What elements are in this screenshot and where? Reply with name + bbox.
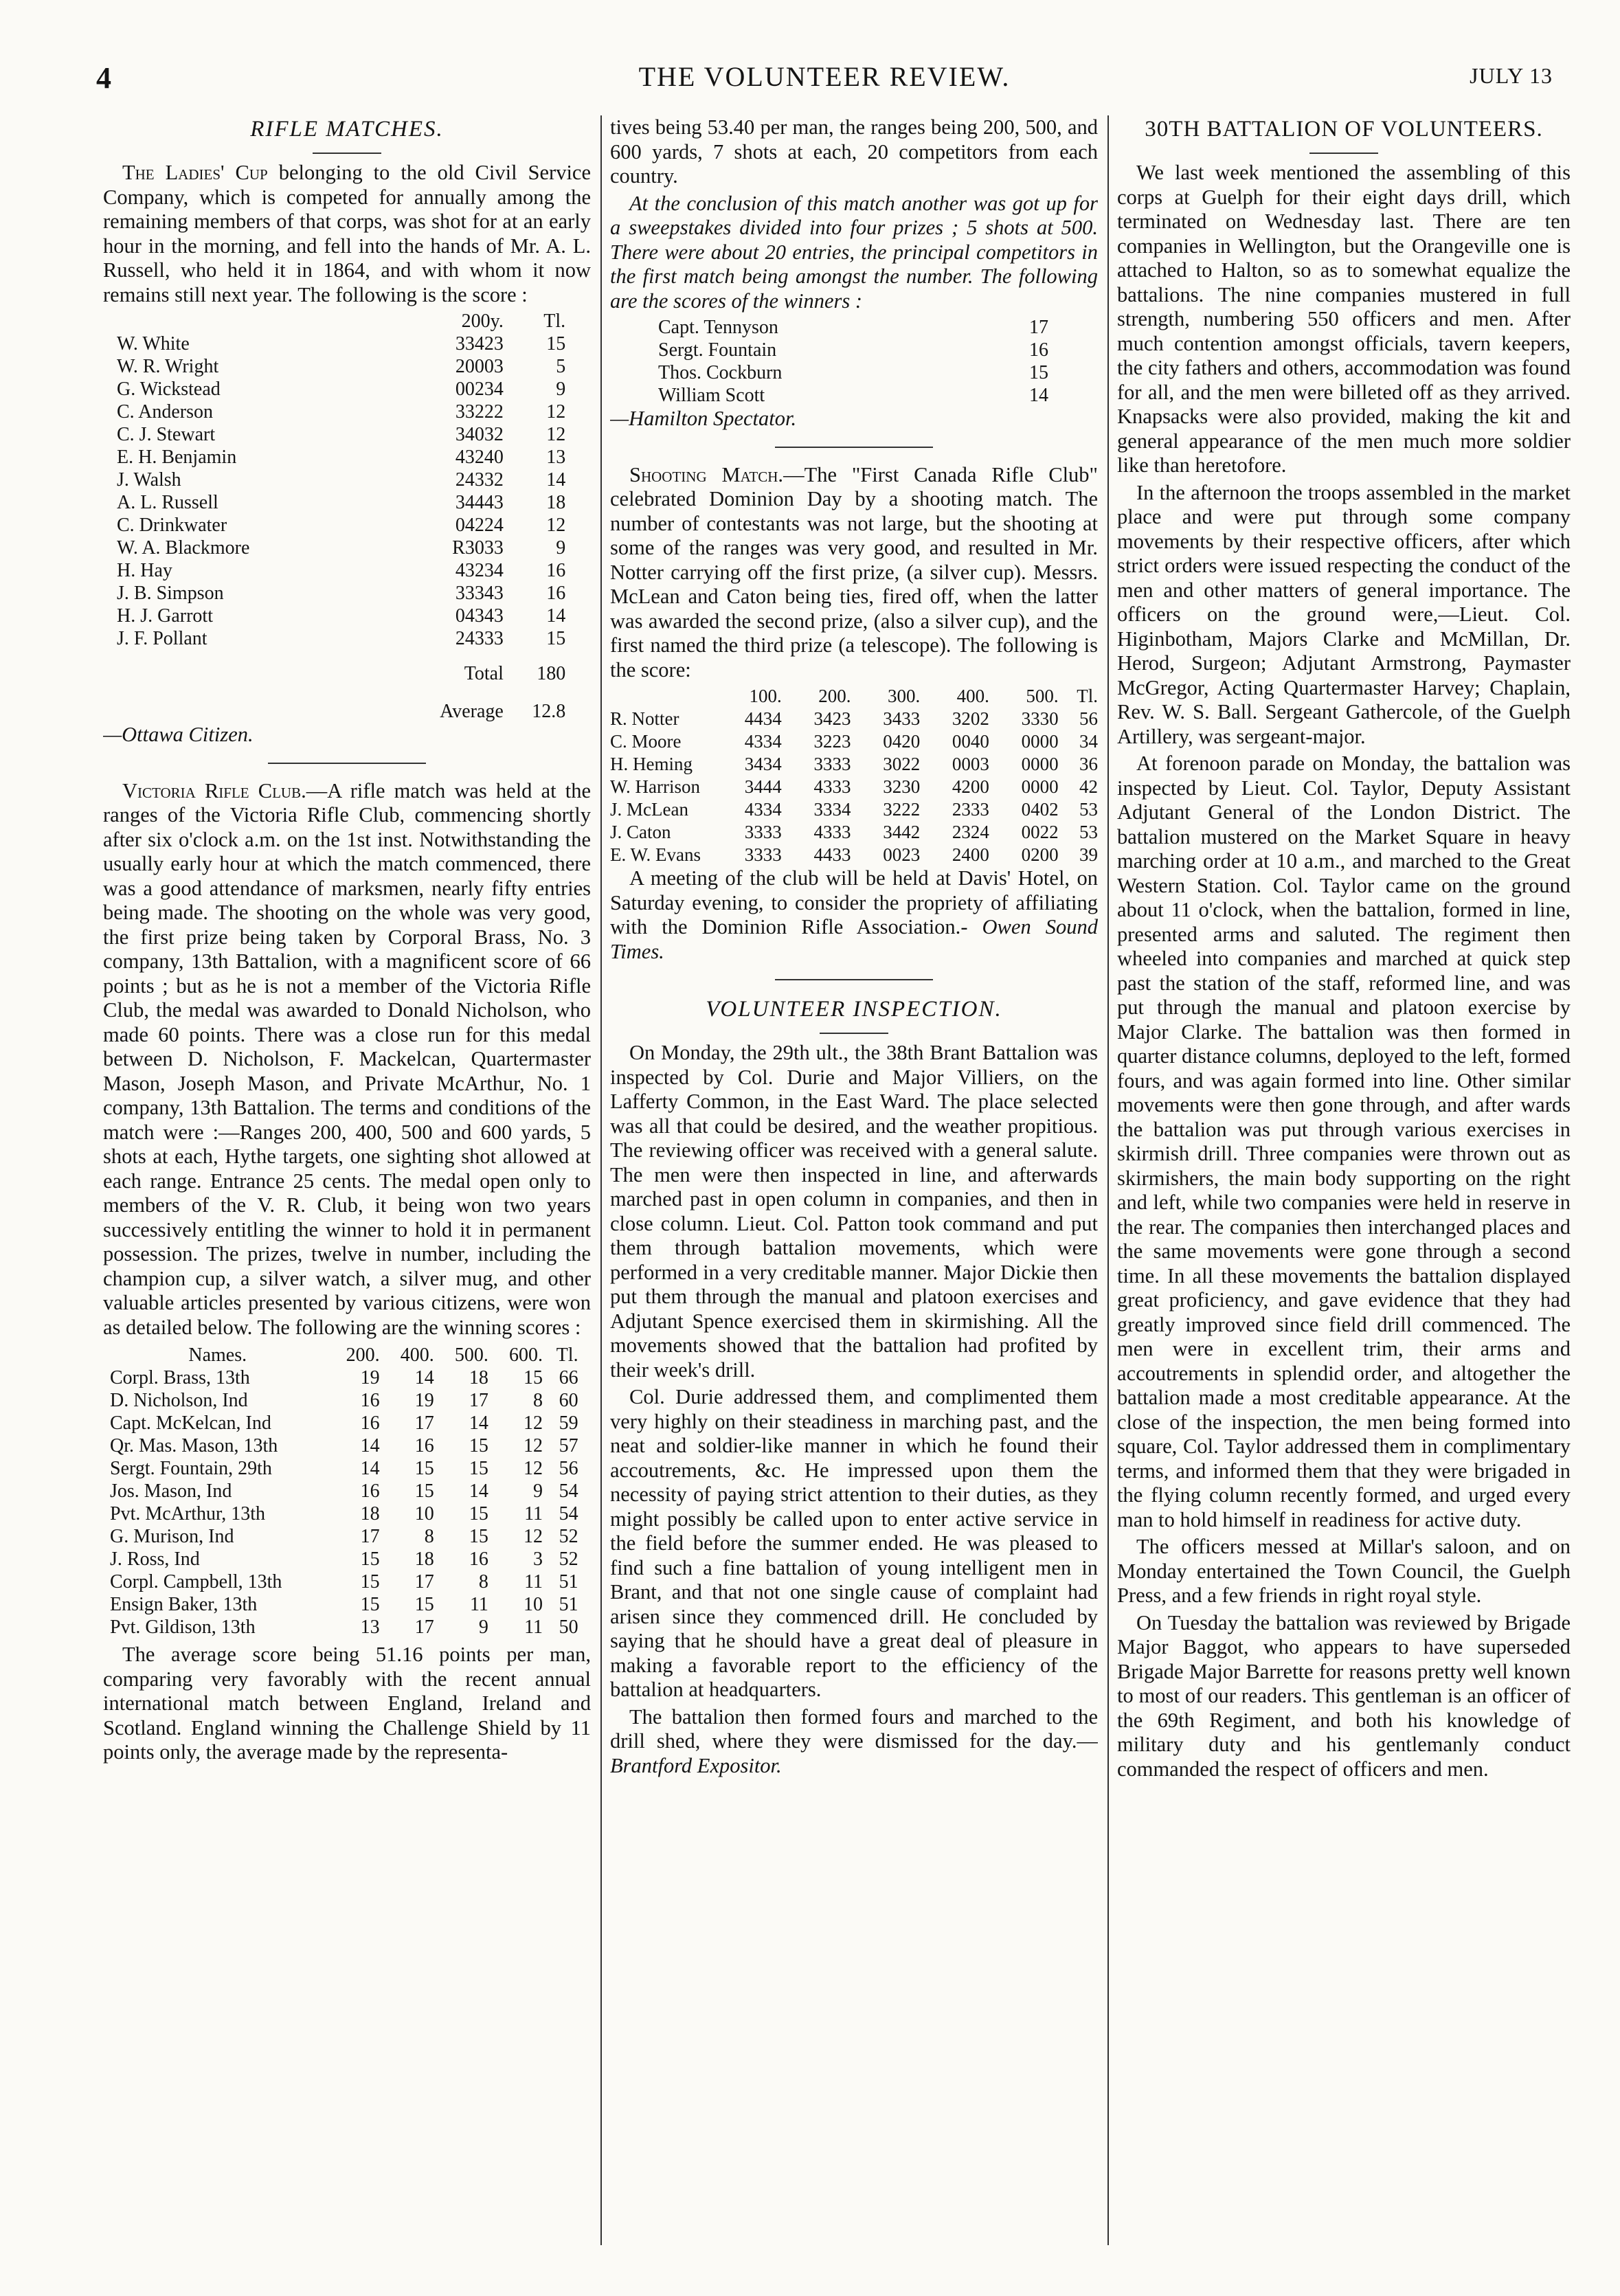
- winner-name: Sergt. Fountain: [658, 339, 777, 361]
- score-total: 9: [556, 537, 566, 559]
- score-cell: 11: [524, 1571, 543, 1592]
- score-name: J. B. Simpson: [117, 583, 224, 604]
- battalion-paragraph-3: At forenoon parade on Monday, the battalion was inspected by Lieut. Col. Taylor, Deputy Assistant Adjutant General of the London District. The battalion mustered on the Market Square in heavy marching order at 10 a.m., and marched to the Great Western Station. Col. Taylor came on the ground about 11 o'clock, when the battalion, formed in line, presented arms and saluted. The regiment then wheeled into companies and marched at quick step past the station of the staff, reformed line, and was put through the manual and platoon exercise by Major Clarke. The battalion was then formed in quarter distance columns, deployed to the left, formed fours, and was again formed into line. Other similar movements were then gone through, and after wards the battalion was put through various exercises in skirmish drill. Three companies were thrown out as skirmishers, the main body supporting on the right and left, while two companies were held in reserve in the rear. The companies then interchanged places and the same movements were gone through a second time. In all these movements the battalion displayed great proficiency, and gave evidence that they had greatly improved since field drill commenced. The men were in excellent trim, their arms and accoutrements in splendid order, and altogether the battalion made a most creditable appearance. At the close of the inspection, the men being formed into square, Col. Taylor addressed them in complimentary terms, and informed them that they were brigaded in the flying column recently formed, and urged every man to hold himself in readiness for active duty.: [1117, 752, 1571, 1531]
- score-cell: 3333: [744, 822, 782, 842]
- score-cell: 15: [360, 1571, 380, 1592]
- score-name: G. Wickstead: [117, 379, 221, 400]
- score-total: 12: [546, 401, 566, 423]
- source-credit: Brantford Expositor.: [610, 1753, 782, 1777]
- meeting-text: A meeting of the club will be held at Davis' Hotel, on Saturday evening, to consider the propriety of affiliating with the Dominion Rifle Association.: [610, 866, 1098, 938]
- score-cell: 8: [424, 1526, 434, 1547]
- name-cell: R. Notter: [610, 708, 679, 729]
- total-cell: 39: [1079, 844, 1098, 865]
- source-credit: —Hamilton Spectator.: [610, 407, 797, 430]
- score-shots: 04224: [455, 515, 504, 536]
- shooting-match-lead: Shooting Match.: [629, 462, 784, 486]
- table-row: [117, 401, 565, 423]
- score-name: W. A. Blackmore: [117, 537, 250, 559]
- table-row: [610, 708, 1098, 730]
- header-cell: 300.: [887, 686, 921, 706]
- name-cell: J. McLean: [610, 799, 688, 820]
- score-total: 18: [546, 492, 566, 513]
- score-cell: 11: [524, 1503, 543, 1524]
- total-cell: 36: [1079, 754, 1098, 774]
- table-row: [110, 1548, 578, 1571]
- score-cell: 15: [469, 1503, 488, 1524]
- score-shots: 33343: [455, 583, 504, 604]
- score-cell: 14: [469, 1481, 488, 1502]
- score-cell: 2400: [952, 844, 989, 865]
- score-cell: 17: [414, 1571, 434, 1592]
- name-cell: Pvt. McArthur, 13th: [110, 1503, 265, 1524]
- inspection-text: The battalion then formed fours and marched to the drill shed, where they were dismissed for the day.—: [610, 1704, 1098, 1753]
- winner-score: 14: [1029, 385, 1048, 406]
- inspection-paragraph-2: Col. Durie addressed them, and complimented them very highly on their steadiness in marching past, and the neat and soldier-like manner in which he found their accoutrements, &c. He impressed upon them the necessity of paying strict attention to their duties, as they might possibly be called upon to enter active service in the field before the summer ended. He was pleased to find such a fine battalion of young intelligent men in Brant, and that not one single cause of complaint had arisen since they commenced drill. He concluded by saying that he should have a great deal of pleasure in making a favorable report to the efficiency of the battalion at headquarters.: [610, 1385, 1098, 1701]
- winner-score: 17: [1029, 317, 1048, 338]
- score-cell: 8: [478, 1571, 488, 1592]
- table-row: [117, 582, 565, 605]
- total-cell: 53: [1079, 799, 1098, 820]
- victoria-club-paragraph: [103, 779, 591, 1340]
- name-cell: G. Murison, Ind: [110, 1526, 234, 1547]
- table-row: [110, 1412, 578, 1434]
- score-cell: 15: [469, 1435, 488, 1456]
- score-shots: 43240: [455, 447, 504, 468]
- header-cell: 500.: [454, 1344, 488, 1366]
- total-row: [117, 650, 565, 685]
- score-cell: 10: [524, 1594, 543, 1615]
- score-shots: 34443: [455, 492, 504, 513]
- total-cell: 51: [559, 1571, 578, 1592]
- score-cell: 16: [414, 1435, 434, 1456]
- name-cell: J. Caton: [610, 822, 671, 842]
- total-cell: 52: [559, 1526, 578, 1547]
- table-row: [658, 339, 1048, 361]
- table-row: [117, 491, 565, 514]
- score-cell: 11: [469, 1594, 488, 1615]
- table-row: [117, 605, 565, 627]
- total-cell: 54: [559, 1503, 578, 1524]
- table-row: [117, 627, 565, 650]
- column-rule-1: [600, 115, 602, 2245]
- header-cell: [610, 685, 712, 708]
- score-cell: 15: [469, 1526, 488, 1547]
- winner-score: 15: [1029, 362, 1048, 383]
- table-row: [110, 1457, 578, 1480]
- score-cell: 17: [360, 1526, 380, 1547]
- score-cell: 3433: [883, 708, 921, 729]
- score-name: J. Walsh: [117, 469, 181, 491]
- score-name: H. Hay: [117, 560, 172, 581]
- table-row: [658, 361, 1048, 384]
- table-row: [610, 730, 1098, 753]
- article-separator: [775, 447, 933, 448]
- score-total: 16: [546, 560, 566, 581]
- score-cell: 3333: [813, 754, 851, 774]
- winner-score: 16: [1029, 339, 1048, 361]
- score-total: 9: [556, 379, 566, 400]
- inspection-paragraph-1: On Monday, the 29th ult., the 38th Brant Battalion was inspected by Col. Durie and Major Villiers, on the Lafferty Common, in the East Ward. The place selected was all that could be desired, and the weather propitious. The reviewing officer was received with a general salute. The men were then inspected in line, and afterwards marched past in open column in companies, and then in close column. Lieut. Col. Patton took command and put them through battalion movements, which were performed in a very creditable manner. Major Dickie then put them through the manual and platoon exercises and Adjutant Spence exercised them in skirmishing. All the movements showed that the battalion had profited by their week's drill.: [610, 1041, 1098, 1382]
- table-row: [117, 559, 565, 582]
- column-2: [610, 115, 1098, 2242]
- score-cell: 4433: [813, 844, 851, 865]
- score-cell: 9: [533, 1481, 543, 1502]
- total-cell: 52: [559, 1549, 578, 1570]
- total-cell: 53: [1079, 822, 1098, 842]
- score-name: J. F. Pollant: [117, 628, 207, 649]
- score-cell: 0200: [1021, 844, 1059, 865]
- header-cell: Names.: [188, 1344, 247, 1366]
- ladies-cup-lead: The Ladies' Cup: [122, 161, 268, 184]
- table-row: [110, 1389, 578, 1412]
- average-row: [117, 685, 565, 723]
- average-value: 12.8: [532, 701, 566, 722]
- score-total: 13: [546, 447, 566, 468]
- score-cell: 9: [478, 1617, 488, 1638]
- battalion-paragraph-1: We last week mentioned the assembling of this corps at Guelph for their eight days drill, which terminated on Wednesday last. There are ten companies in Wellington, but the Orangeville one is attached to Halton, so as to somewhat equalize the battalions. The nine companies mustered in full strength, numbering 550 officers and men. After much contention amongst officials, tavern keepers, the city fathers and others, accommodation was found for all, and the men were billeted off as they arrived. Knapsacks were also provided, making the kit and general appearance of the men much more soldier like than heretofore.: [1117, 161, 1571, 477]
- header-cell: [117, 310, 386, 333]
- score-cell: 12: [524, 1458, 543, 1479]
- score-cell: 14: [469, 1413, 488, 1434]
- score-cell: 3230: [883, 776, 921, 797]
- victoria-club-lead: Victoria Rifle Club.: [122, 778, 306, 802]
- article-separator: [775, 979, 933, 980]
- header-cell: Tl.: [1077, 686, 1098, 706]
- total-cell: 50: [559, 1617, 578, 1638]
- score-shots: 24333: [455, 628, 504, 649]
- score-shots: 34032: [455, 424, 504, 445]
- total-cell: 57: [559, 1435, 578, 1456]
- score-shots: 33222: [455, 401, 504, 423]
- score-shots: 24332: [455, 469, 504, 491]
- table-row: [610, 844, 1098, 866]
- score-cell: 15: [360, 1594, 380, 1615]
- score-cell: 3202: [952, 708, 989, 729]
- ladies-cup-paragraph: [103, 161, 591, 307]
- victoria-score-table: [110, 1344, 578, 1639]
- battalion-paragraph-5: On Tuesday the battalion was reviewed by Brigade Major Baggot, who appears to have superseded Brigade Major Barrette for reasons pretty well known to most of our readers. This gentleman is an officer of the 69th Regiment, and both his knowledge of military duty and his gentlemanly conduct commanded the respect of officers and men.: [1117, 1610, 1571, 1781]
- page-number: 4: [96, 61, 111, 95]
- total-cell: 66: [559, 1367, 578, 1388]
- total-cell: 56: [559, 1458, 578, 1479]
- score-cell: 3334: [813, 799, 851, 820]
- ladies-cup-text: belonging to the old Civil Service Company, which is competed for annually among the remaining members of that corps, was shot for at an early hour in the morning, and fell into the hands of Mr. A. L. Russell, who held it in 1864, and with whom it now remains still next year. The following is the score :: [103, 161, 591, 306]
- score-total: 12: [546, 424, 566, 445]
- table-row: [117, 469, 565, 491]
- score-total: 12: [546, 515, 566, 536]
- score-cell: 15: [414, 1481, 434, 1502]
- score-shots: 20003: [455, 356, 504, 377]
- score-shots: 00234: [455, 379, 504, 400]
- name-cell: C. Moore: [610, 731, 682, 752]
- score-name: E. H. Benjamin: [117, 447, 237, 468]
- table-row: [117, 514, 565, 537]
- volunteer-inspection-title: VOLUNTEER INSPECTION.: [706, 997, 1002, 1022]
- score-cell: 16: [360, 1390, 380, 1411]
- score-cell: 16: [360, 1481, 380, 1502]
- score-cell: 15: [469, 1458, 488, 1479]
- score-cell: 0000: [1021, 754, 1059, 774]
- score-cell: 14: [414, 1367, 434, 1388]
- name-cell: Pvt. Gildison, 13th: [110, 1617, 256, 1638]
- score-cell: 4334: [744, 731, 782, 752]
- score-cell: 2333: [952, 799, 989, 820]
- score-name: C. Anderson: [117, 401, 213, 423]
- rifle-matches-title: RIFLE MATCHES.: [250, 117, 444, 142]
- score-cell: 18: [414, 1549, 434, 1570]
- continued-paragraph: tives being 53.40 per man, the ranges being 200, 500, and 600 yards, 7 shots at each, 20 competitors from each country.: [610, 115, 1098, 188]
- name-cell: Sergt. Fountain, 29th: [110, 1458, 272, 1479]
- score-cell: 3: [533, 1549, 543, 1570]
- table-row: [658, 384, 1048, 407]
- table-header-row: [610, 685, 1098, 708]
- score-cell: 15: [360, 1549, 380, 1570]
- meeting-paragraph: A meeting of the club will be held at Davis' Hotel, on Saturday evening, to consider the propriety of affiliating with the Dominion Rifle Association.- Owen Sound Times.: [610, 866, 1098, 963]
- total-value: 180: [537, 663, 566, 684]
- score-cell: 3022: [883, 754, 921, 774]
- total-label: Total: [464, 663, 504, 684]
- page-header: [96, 60, 1553, 102]
- score-shots: R3033: [452, 537, 504, 559]
- score-cell: 4333: [813, 822, 851, 842]
- header-cell: 100.: [749, 686, 782, 706]
- average-label: Average: [440, 701, 504, 722]
- total-cell: 42: [1079, 776, 1098, 797]
- header-cell: 600.: [509, 1344, 543, 1366]
- total-cell: 34: [1079, 731, 1098, 752]
- table-row: [110, 1480, 578, 1502]
- table-row: [117, 537, 565, 559]
- name-cell: W. Harrison: [610, 776, 700, 797]
- table-header-row: [117, 310, 565, 333]
- score-cell: 3444: [744, 776, 782, 797]
- winner-name: Thos. Cockburn: [658, 362, 783, 383]
- score-name: W. R. Wright: [117, 356, 219, 377]
- score-cell: 14: [360, 1458, 380, 1479]
- score-cell: 3330: [1021, 708, 1059, 729]
- score-shots: 43234: [455, 560, 504, 581]
- score-cell: 4434: [744, 708, 782, 729]
- header-cell: 200.: [346, 1344, 380, 1366]
- sweepstakes-winners-table: [658, 316, 1048, 407]
- score-cell: 0003: [952, 754, 989, 774]
- table-row: [110, 1571, 578, 1593]
- source-credit: —Ottawa Citizen.: [103, 723, 254, 746]
- table-row: [110, 1593, 578, 1616]
- column-1: [103, 115, 591, 2242]
- issue-date: JULY 13: [1470, 63, 1553, 88]
- table-row: [110, 1366, 578, 1389]
- score-name: H. J. Garrott: [117, 605, 213, 627]
- score-cell: 2324: [952, 822, 989, 842]
- name-cell: Corpl. Brass, 13th: [110, 1367, 250, 1388]
- header-cell: 400.: [956, 686, 989, 706]
- score-cell: 8: [533, 1390, 543, 1411]
- name-cell: Ensign Baker, 13th: [110, 1594, 258, 1615]
- table-row: [110, 1616, 578, 1639]
- score-cell: 15: [414, 1594, 434, 1615]
- shooting-match-text: —The "First Canada Rifle Club" celebrated Dominion Day by a shooting match. The number of contestants was not large, but the shooting at some of the ranges was very good, and resulted in Mr. Notter carrying off the first prize, (a silver cup). Messrs. McLean and Caton being ties, fired off, when the latter was awarded the second prize, (also a silver cup), and the first named the third prize (a telescope). The following is the score:: [610, 462, 1098, 682]
- ladies-cup-score-table: [117, 310, 565, 723]
- article-separator: [268, 763, 426, 764]
- score-cell: 19: [360, 1367, 380, 1388]
- score-shots: 04343: [455, 605, 504, 627]
- score-cell: 0040: [952, 731, 989, 752]
- score-cell: 0000: [1021, 776, 1059, 797]
- score-cell: 11: [524, 1617, 543, 1638]
- score-cell: 12: [524, 1526, 543, 1547]
- score-cell: 12: [524, 1435, 543, 1456]
- table-row: [110, 1502, 578, 1525]
- shooting-match-table: [610, 685, 1098, 866]
- score-cell: 18: [360, 1503, 380, 1524]
- masthead-title: THE VOLUNTEER REVIEW.: [638, 61, 1011, 92]
- table-row: [658, 316, 1048, 339]
- score-cell: 3222: [883, 799, 921, 820]
- table-row: [110, 1434, 578, 1457]
- score-cell: 16: [469, 1549, 488, 1570]
- score-cell: 0420: [883, 731, 921, 752]
- name-cell: Jos. Mason, Ind: [110, 1481, 232, 1502]
- score-total: 16: [546, 583, 566, 604]
- winner-name: William Scott: [658, 385, 765, 406]
- score-shots: 33423: [455, 333, 504, 354]
- battalion-paragraph-4: The officers messed at Millar's saloon, and on Monday entertained the Town Council, the Guelph Press, and a few friends in right royal style.: [1117, 1535, 1571, 1607]
- title-underline: [313, 153, 381, 154]
- name-cell: E. W. Evans: [610, 844, 701, 865]
- title-underline: [1309, 153, 1378, 154]
- score-total: 15: [546, 333, 566, 354]
- name-cell: Qr. Mas. Mason, 13th: [110, 1435, 278, 1456]
- header-cell: 200.: [818, 686, 851, 706]
- sweepstakes-paragraph: At the conclusion of this match another was got up for a sweepstakes divided into four prizes ; 5 shots at 500. There were about 20 entries, the principal competitors in the first match being amongst the number. The following are the scores of the winners :: [610, 191, 1098, 313]
- header-cell: 500.: [1026, 686, 1059, 706]
- score-cell: 4200: [952, 776, 989, 797]
- name-cell: Corpl. Campbell, 13th: [110, 1571, 282, 1592]
- total-cell: 59: [559, 1413, 578, 1434]
- score-cell: 17: [469, 1390, 488, 1411]
- score-cell: 16: [360, 1413, 380, 1434]
- score-name: A. L. Russell: [117, 492, 218, 513]
- score-cell: 4334: [744, 799, 782, 820]
- total-cell: 51: [559, 1594, 578, 1615]
- score-cell: 19: [414, 1390, 434, 1411]
- score-cell: 4333: [813, 776, 851, 797]
- winner-name: Capt. Tennyson: [658, 317, 778, 338]
- total-cell: 54: [559, 1481, 578, 1502]
- score-cell: 0022: [1021, 822, 1059, 842]
- table-row: [117, 355, 565, 378]
- name-cell: D. Nicholson, Ind: [110, 1390, 248, 1411]
- score-name: W. White: [117, 333, 190, 354]
- score-cell: 15: [414, 1458, 434, 1479]
- table-row: [117, 378, 565, 401]
- score-cell: 15: [524, 1367, 543, 1388]
- column-rule-2: [1107, 115, 1109, 2245]
- score-cell: 0023: [883, 844, 921, 865]
- source-credit: Owen Sound Times.: [610, 915, 1098, 963]
- total-cell: 60: [559, 1390, 578, 1411]
- table-row: [610, 753, 1098, 776]
- closing-paragraph: The average score being 51.16 points per man, comparing very favorably with the recent annual international match between England, Ireland and Scotland. England winning the Challenge Shield by 11 points only, the average made by the representa-: [103, 1643, 591, 1764]
- name-cell: J. Ross, Ind: [110, 1549, 200, 1570]
- column-3: [1117, 115, 1571, 2242]
- score-cell: 10: [414, 1503, 434, 1524]
- score-total: 15: [546, 628, 566, 649]
- score-cell: 17: [414, 1413, 434, 1434]
- score-cell: 3423: [813, 708, 851, 729]
- score-total: 14: [546, 469, 566, 491]
- score-cell: 3434: [744, 754, 782, 774]
- score-name: C. J. Stewart: [117, 424, 216, 445]
- title-underline: [820, 1033, 888, 1034]
- score-cell: 14: [360, 1435, 380, 1456]
- score-cell: 3223: [813, 731, 851, 752]
- total-cell: 56: [1079, 708, 1098, 729]
- header-cell: Tl.: [543, 311, 566, 332]
- score-cell: 0000: [1021, 731, 1059, 752]
- score-name: C. Drinkwater: [117, 515, 227, 536]
- header-cell: 200y.: [461, 311, 504, 332]
- table-row: [610, 776, 1098, 798]
- name-cell: Capt. McKelcan, Ind: [110, 1413, 271, 1434]
- table-row: [117, 446, 565, 469]
- score-cell: 3442: [883, 822, 921, 842]
- battalion-title: 30TH BATTALION OF VOLUNTEERS.: [1145, 117, 1543, 142]
- table-row: [117, 333, 565, 355]
- header-cell: 400.: [400, 1344, 434, 1366]
- table-row: [610, 798, 1098, 821]
- score-cell: 18: [469, 1367, 488, 1388]
- victoria-club-text: —A rifle match was held at the ranges of the Victoria Rifle Club, commencing shortly after six o'clock a.m. on the 1st inst. Notwithstanding the usually early hour at which the match commenced, there was a good attendance of marksmen, nearly fifty entries being made. The shooting on the whole was very good, the first prize being taken by Corporal Brass, No. 3 company, 13th Battalion, with a magnificent score of 66 points ; but as he is not a member of the Victoria Rifle Club, the medal was awarded to Donald Nicholson, who made 60 points. There was a close run for this medal between D. Nicholson, F. Mackelcan, Quartermaster Mason, Joseph Mason, and Private McArthur, No. 1 company, 13th Battalion. The terms and conditions of the match were :—Ranges 200, 400, 500 and 600 yards, 5 shots at each, Hythe targets, one sighting shot allowed at each range. Entrance 25 cents. The medal open only to members of the V. R. Club, it being won two years successively entitling the winner to hold it in permanent possession. The prizes, twelve in number, including the champion cup, a silver watch, a silver mug, and other valuable articles presented by various citizens, were won as detailed below. The following are the winning scores :: [103, 778, 591, 1339]
- header-cell: Tl.: [556, 1344, 578, 1366]
- table-header-row: [110, 1344, 578, 1366]
- score-cell: 12: [524, 1413, 543, 1434]
- name-cell: H. Heming: [610, 754, 693, 774]
- table-row: [110, 1525, 578, 1548]
- score-total: 14: [546, 605, 566, 627]
- table-row: [610, 821, 1098, 844]
- score-cell: 13: [360, 1617, 380, 1638]
- inspection-paragraph-3: [610, 1705, 1098, 1779]
- battalion-paragraph-2: In the afternoon the troops assembled in the market place and were put through some company movements by their respective officers, after which strict orders were issued respecting the conduct of the men and other matters of general importance. The officers on the ground were,—Lieut. Col. Higinbotham, Majors Clarke and McMillan, Dr. Herod, Surgeon; Adjutant Armstrong, Paymaster McGregor, Acting Quartermaster Harvey; Chaplain, Rev. W. S. Ball. Sergeant Gathercole, of the Guelph Artillery, was sergeant-major.: [1117, 480, 1571, 748]
- table-row: [117, 423, 565, 446]
- score-cell: 17: [414, 1617, 434, 1638]
- score-total: 5: [556, 356, 566, 377]
- shooting-match-paragraph: [610, 463, 1098, 683]
- score-cell: 0402: [1021, 799, 1059, 820]
- score-cell: 3333: [744, 844, 782, 865]
